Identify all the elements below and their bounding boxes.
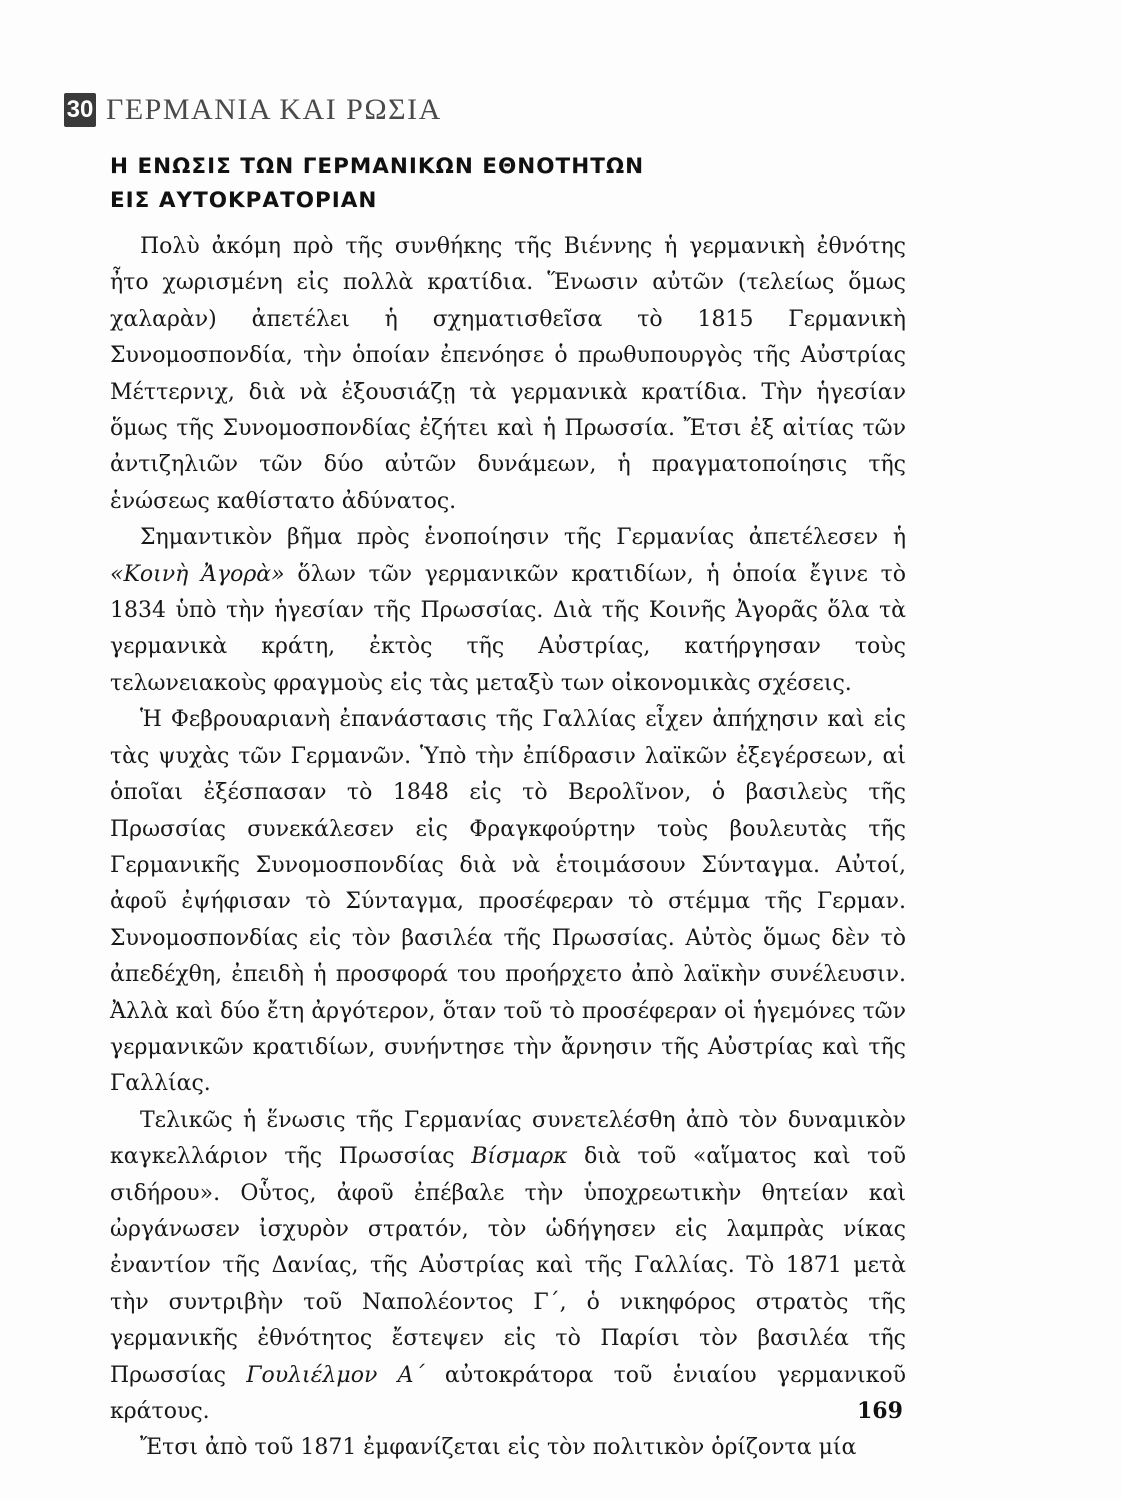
- paragraph-4-emphasis-bismarck: Βίσμαρκ: [471, 1144, 568, 1170]
- paragraph-4-text-b: διὰ τοῦ «αἵματος καὶ τοῦ σιδήρου». Οὗτος, ἀφοῦ ἐπέβαλε τὴν ὑποχρεωτικὴν θητείαν καὶ ὠργάνωσεν ἰσχυρὸν στρατόν, τὸν ὡδήγησεν εἰς λαμπρὰς νίκας ἐναντίον τῆς Δανίας, τῆς Αὐστρίας καὶ τῆς Γαλλίας. Τὸ 1871 μετὰ τὴν συντριβὴν τοῦ Ναπολέοντος Γ΄, ὁ νικηφόρος στρατὸς τῆς γερμανικῆς ἐθνότητος ἔστεψεν εἰς τὸ Παρίσι τὸν βασιλέα τῆς Πρωσσίας: [110, 1144, 906, 1388]
- paragraph-2-text-b: ὅλων τῶν γερμανικῶν κρατιδίων, ἡ ὁποία ἔγινε τὸ 1834 ὑπὸ τὴν ἡγεσίαν τῆς Πρωσσίας. Διὰ τῆς Κοινῆς Ἀγορᾶς ὅλα τὰ γερμανικὰ κράτη, ἐκτὸς τῆς Αὐστρίας, κατήργησαν τοὺς τελωνειακοὺς φραγμοὺς εἰς τὰς μεταξὺ των οἰκονομικὰς σχέσεις.: [110, 561, 906, 696]
- body-text: [110, 229, 906, 1467]
- page-number: 169: [857, 1398, 903, 1424]
- paragraph-2-text-a: Σημαντικὸν βῆμα πρὸς ἑνοποίησιν τῆς Γερμανίας ἀπετέλεσεν ἡ: [140, 525, 906, 551]
- section-heading-line2: ΕΙΣ ΑΥΤΟΚΡΑΤΟΡΙΑΝ: [110, 188, 378, 213]
- paragraph-4-text-a: Τελικῶς ἡ ἕνωσις τῆς Γερμανίας συνετελέσθη ἀπὸ τὸν δυναμικὸν καγκελλάριον τῆς Πρωσσίας: [110, 1107, 906, 1170]
- paragraph-2: [110, 520, 906, 702]
- paragraph-4-text-c: αὐτοκράτορα τοῦ ἑνιαίου γερμανικοῦ κράτους.: [110, 1362, 906, 1424]
- paragraph-4-emphasis-wilhelm: Γουλιέλμον Α΄: [246, 1362, 425, 1388]
- section-heading: [110, 150, 1010, 218]
- paragraph-5: Ἔτσι ἀπὸ τοῦ 1871 ἐμφανίζεται εἰς τὸν πολιτικὸν ὁρίζοντα μία: [140, 1435, 857, 1461]
- paragraph-1: Πολὺ ἀκόμη πρὸ τῆς συνθήκης τῆς Βιέννης ἡ γερμανικὴ ἐθνότης ἦτο χωρισμένη εἰς πολλὰ κρατίδια. Ἕνωσιν αὐτῶν (τελείως ὅμως χαλαρὰν) ἀπετέλει ἡ σχηματισθεῖσα τὸ 1815 Γερμανικὴ Συνομοσπονδία, τὴν ὁποίαν ἐπενόησε ὁ πρωθυπουργὸς τῆς Αὐστρίας Μέττερνιχ, διὰ νὰ ἐξουσιάζῃ τὰ γερμανικὰ κρατίδια. Τὴν ἡγεσίαν ὅμως τῆς Συνομοσπονδίας ἐζήτει καὶ ἡ Πρωσσία. Ἔτσι ἐξ αἰτίας τῶν ἀντιζηλιῶν τῶν δύο αὐτῶν δυνάμεων, ἡ πραγματοποίησις τῆς ἑνώσεως καθίστατο ἀδύνατος.: [110, 234, 906, 514]
- chapter-header: [64, 90, 442, 130]
- paragraph-4: [110, 1103, 906, 1431]
- paragraph-3: Ἡ Φεβρουαριανὴ ἐπανάστασις τῆς Γαλλίας εἶχεν ἀπήχησιν καὶ εἰς τὰς ψυχὰς τῶν Γερμανῶν. Ὑπὸ τὴν ἐπίδρασιν λαϊκῶν ἐξεγέρσεων, αἱ ὁποῖαι ἐξέσπασαν τὸ 1848 εἰς τὸ Βερολῖνον, ὁ βασιλεὺς τῆς Πρωσσίας συνεκάλεσεν εἰς Φραγκφούρτην τοὺς βουλευτὰς τῆς Γερμανικῆς Συνομοσπονδίας διὰ νὰ ἑτοιμάσουν Σύνταγμα. Αὐτοί, ἀφοῦ ἐψήφισαν τὸ Σύνταγμα, προσέφεραν τὸ στέμμα τῆς Γερμαν. Συνομοσπονδίας εἰς τὸν βασιλέα τῆς Πρωσσίας. Αὐτὸς ὅμως δὲν τὸ ἀπεδέχθη, ἐπειδὴ ἡ προσφορά του προήρχετο ἀπὸ λαϊκὴν συνέλευσιν. Ἀλλὰ καὶ δύο ἔτη ἀργότερον, ὅταν τοῦ τὸ προσέφεραν οἱ ἡγεμόνες τῶν γερμανικῶν κρατιδίων, συνήντησε τὴν ἄρνησιν τῆς Αὐστρίας καὶ τῆς Γαλλίας.: [110, 707, 906, 1097]
- paragraph-2-emphasis: «Κοινὴ Ἀγορὰ»: [110, 561, 285, 587]
- chapter-title: ΓΕΡΜΑΝΙΑ ΚΑΙ ΡΩΣΙΑ: [106, 93, 442, 126]
- section-heading-line1: Η ΕΝΩΣΙΣ ΤΩΝ ΓΕΡΜΑΝΙΚΩΝ ΕΘΝΟΤΗΤΩΝ: [110, 154, 645, 179]
- chapter-number-badge: 30: [64, 93, 96, 127]
